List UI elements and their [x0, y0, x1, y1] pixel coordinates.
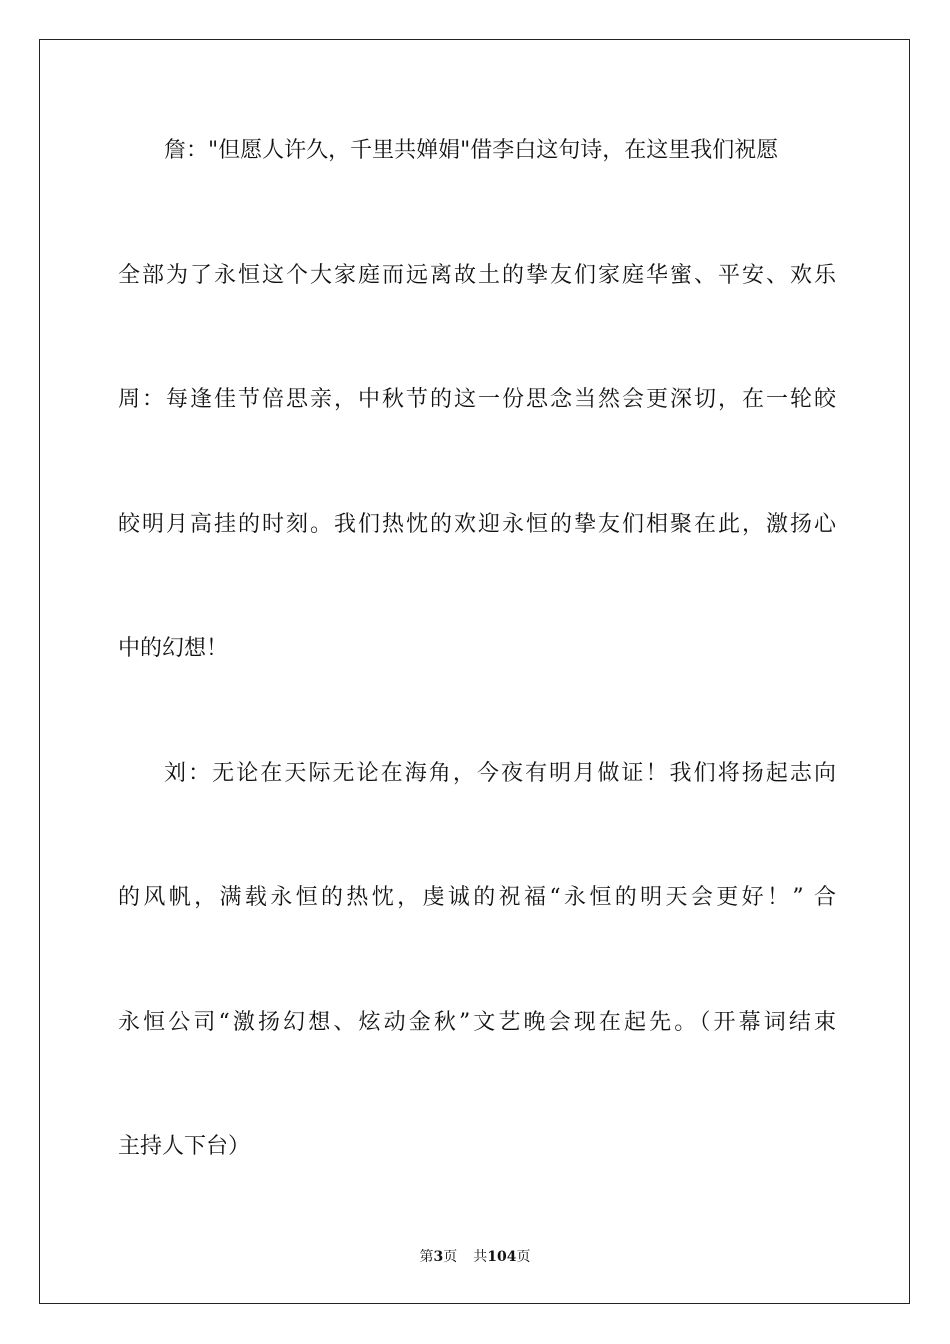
footer-total-suffix: 页	[516, 1249, 531, 1265]
text-line-8: 永恒公司“激扬幻想、炫动金秋”文艺晚会现在起先。（开幕词结束	[118, 1010, 836, 1035]
text-line-3: 周：每逢佳节倍思亲，中秋节的这一份思念当然会更深切，在一轮皎	[118, 387, 836, 412]
text-line-4: 皎明月高挂的时刻。我们热忱的欢迎永恒的挚友们相聚在此，激扬心	[118, 512, 836, 537]
page-footer	[0, 1248, 950, 1266]
text-line-2: 全部为了永恒这个大家庭而远离故土的挚友们家庭华蜜、平安、欢乐	[118, 263, 836, 288]
footer-page-prefix: 第	[419, 1249, 434, 1265]
footer-total-prefix: 共	[473, 1249, 488, 1265]
text-line-1: 詹："但愿人许久，千里共婵娟"借李白这句诗，在这里我们祝愿	[164, 138, 779, 163]
text-line-6: 刘：无论在天际无论在海角，今夜有明月做证！我们将扬起志向	[164, 761, 836, 786]
page-border	[39, 39, 910, 1304]
footer-total-pages: 104	[487, 1249, 517, 1265]
footer-page-suffix: 页	[443, 1249, 458, 1265]
text-line-9: 主持人下台）	[118, 1134, 251, 1159]
text-line-7: 的风帆，满载永恒的热忱，虔诚的祝福“永恒的明天会更好！” 合	[118, 885, 836, 910]
text-line-5: 中的幻想！	[118, 636, 229, 661]
footer-page-number: 3	[433, 1249, 444, 1265]
